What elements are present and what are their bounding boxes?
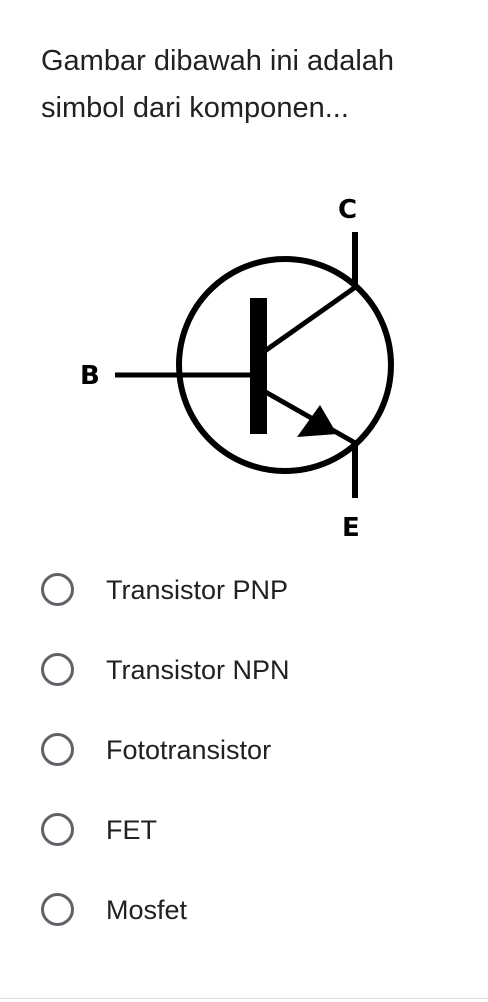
radio-button[interactable] [41, 813, 74, 846]
option-label[interactable]: Mosfet [106, 895, 188, 925]
option-label[interactable]: Fototransistor [106, 735, 272, 765]
radio-button[interactable] [41, 653, 74, 686]
option-fet[interactable] [0, 792, 488, 872]
bottom-divider [0, 998, 488, 999]
emitter-arrowhead [297, 405, 337, 437]
option-transistor-npn[interactable] [0, 632, 488, 712]
answer-options [0, 552, 488, 952]
option-label[interactable]: FET [106, 815, 157, 845]
collector-diagonal [262, 286, 357, 353]
transistor-symbol-svg [0, 150, 488, 550]
option-transistor-pnp[interactable] [0, 552, 488, 632]
radio-button[interactable] [41, 893, 74, 926]
transistor-circle [179, 259, 391, 471]
base-bar [250, 298, 267, 434]
option-label[interactable]: Transistor NPN [106, 655, 290, 685]
base-label: B [80, 361, 100, 391]
question-title: Gambar dibawah ini adalah simbol dari komponen... [41, 45, 395, 124]
radio-button[interactable] [41, 733, 74, 766]
transistor-symbol-diagram [0, 150, 488, 550]
collector-label: C [338, 195, 358, 225]
emitter-label: E [342, 513, 360, 543]
option-mosfet[interactable] [0, 872, 488, 952]
option-label[interactable]: Transistor PNP [106, 575, 289, 605]
option-fototransistor[interactable] [0, 712, 488, 792]
radio-button[interactable] [41, 573, 74, 606]
